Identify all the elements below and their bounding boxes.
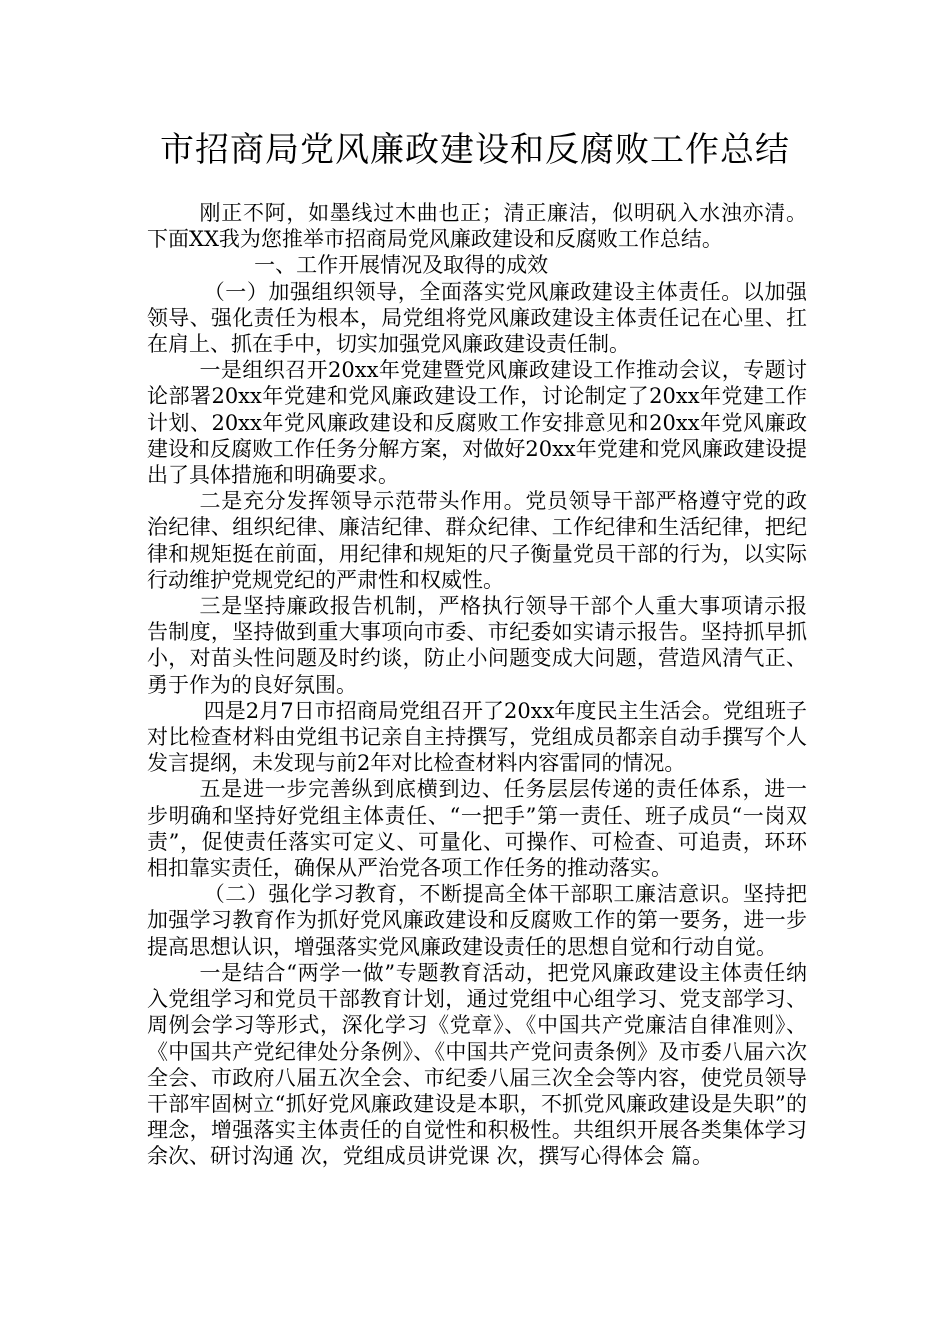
subsection-paragraph: （二）强化学习教育，不断提高全体干部职工廉洁意识。坚持把加强学习教育作为抓好党风廉政建设和反腐败工作的第一要务，进一步提高思想认识，增强落实党风廉政建设责任的思想自觉和行动自觉。 [147, 882, 807, 959]
intro-paragraph: 刚正不阿，如墨线过木曲也正；清正廉洁，似明矾入水浊亦清。下面XX我为您推举市招商局党风廉政建设和反腐败工作总结。 [147, 201, 807, 252]
body-paragraph: 五是进一步完善纵到底横到边、任务层层传递的责任体系，进一步明确和坚持好党组主体责任、“一把手”第一责任、班子成员“一岗双责”，促使责任落实可定义、可量化、可操作、可检查、可追责，环环相扣靠实责任，确保从严治党各项工作任务的推动落实。 [147, 777, 807, 881]
body-paragraph: 一是组织召开20xx年党建暨党风廉政建设工作推动会议，专题讨论部署20xx年党建和党风廉政建设工作，讨论制定了20xx年党建工作计划、20xx年党风廉政建设和反腐败工作安排意见和20xx年党风廉政建设和反腐败工作任务分解方案，对做好20xx年党建和党风廉政建设提出了具体措施和明确要求。 [147, 358, 807, 488]
body-paragraph: 一是结合“两学一做”专题教育活动，把党风廉政建设主体责任纳入党组学习和党员干部教育计划，通过党组中心组学习、党支部学习、周例会学习等形式，深化学习《党章》、《中国共产党廉洁自律准则》、《中国共产党纪律处分条例》、《中国共产党问责条例》及市委八届六次全会、市政府八届五次全会、市纪委八届三次全会等内容，使党员领导干部牢固树立“抓好党风廉政建设是本职，不抓党风廉政建设是失职”的理念，增强落实主体责任的自觉性和积极性。共组织开展各类集体学习 余次、研讨沟通 次，党组成员讲党课 次，撰写心得体会 篇。 [147, 960, 807, 1169]
body-paragraph: 三是坚持廉政报告机制，严格执行领导干部个人重大事项请示报告制度，坚持做到重大事项向市委、市纪委如实请示报告。坚持抓早抓小，对苗头性问题及时约谈，防止小问题变成大问题，营造风清气正、勇于作为的良好氛围。 [147, 594, 807, 697]
body-paragraph: 四是2月7日市招商局党组召开了20xx年度民主生活会。党组班子对比检查材料由党组书记亲自主持撰写，党组成员都亲自动手撰写个人发言提纲，未发现与前2年对比检查材料内容雷同的情况。 [147, 698, 807, 776]
document-title: 市招商局党风廉政建设和反腐败工作总结 [160, 130, 790, 170]
subsection-paragraph: （一）加强组织领导，全面落实党风廉政建设主体责任。以加强领导、强化责任为根本，局党组将党风廉政建设主体责任记在心里、扛在肩上、抓在手中，切实加强党风廉政建设责任制。 [147, 279, 807, 357]
body-paragraph: 二是充分发挥领导示范带头作用。党员领导干部严格遵守党的政治纪律、组织纪律、廉洁纪律、群众纪律、工作纪律和生活纪律，把纪律和规矩挺在前面，用纪律和规矩的尺子衡量党员干部的行为，以实际行动维护党规党纪的严肃性和权威性。 [147, 489, 807, 592]
document-body [147, 200, 807, 1170]
section-heading: 一、工作开展情况及取得的成效 [254, 253, 549, 278]
